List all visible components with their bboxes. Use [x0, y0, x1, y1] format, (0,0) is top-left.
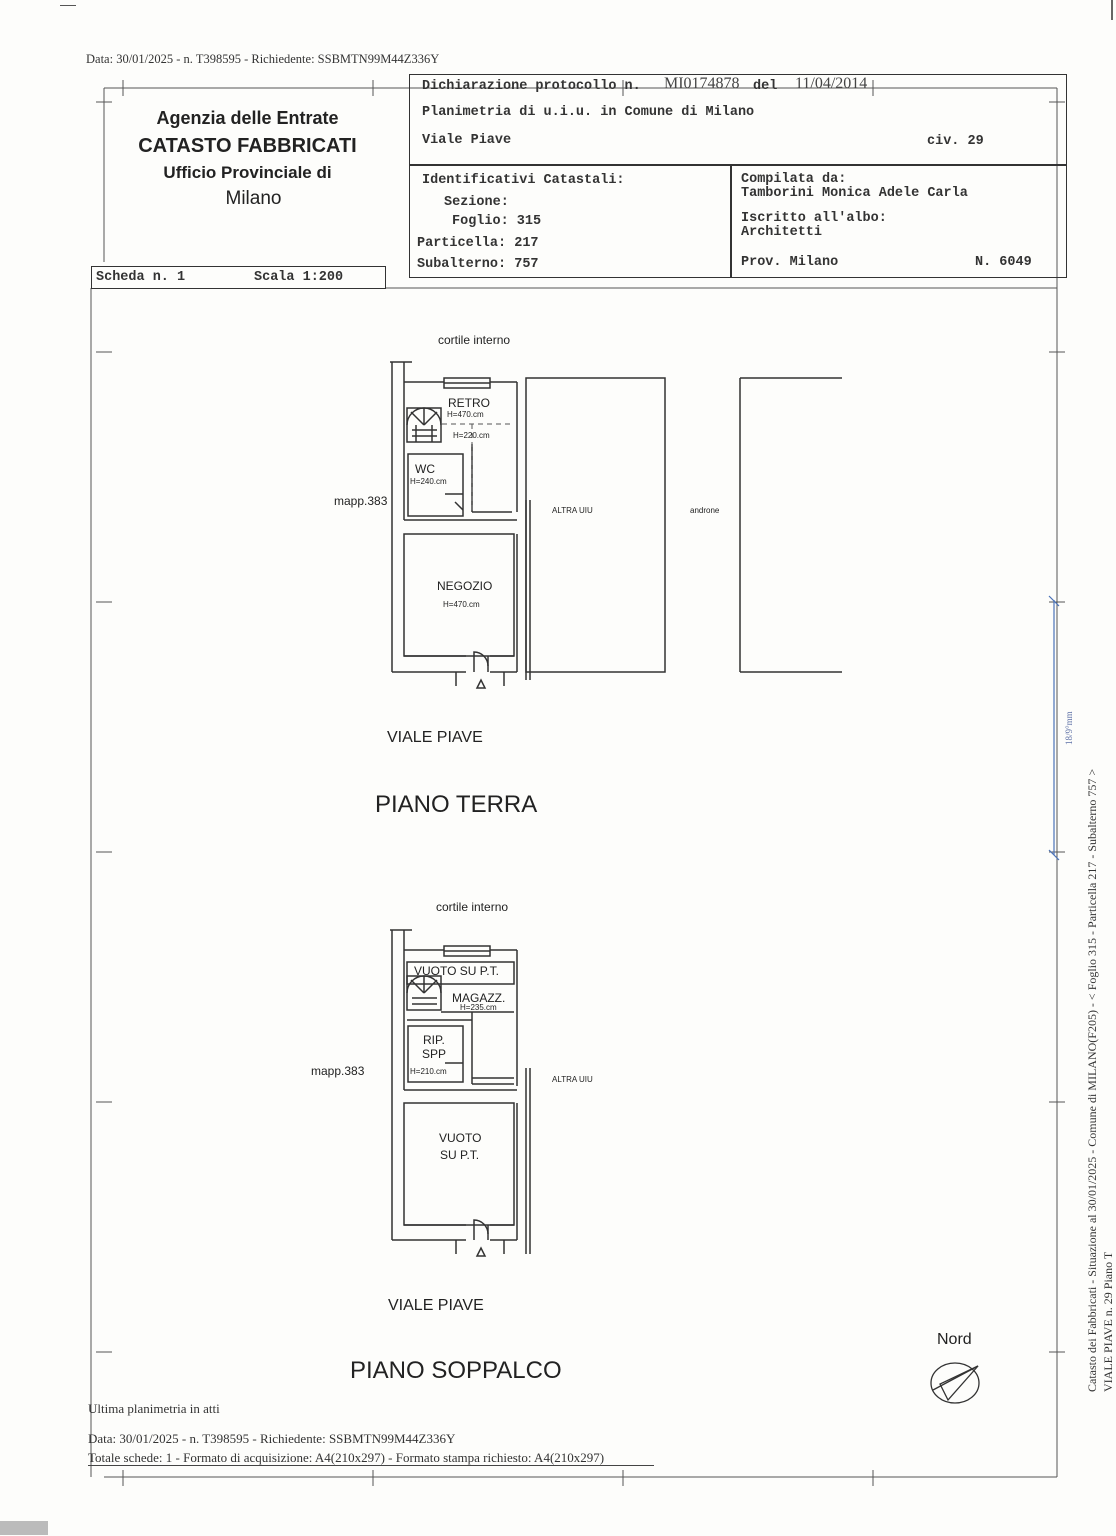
north-arrow-icon [928, 1360, 982, 1406]
street-name: Viale Piave [422, 133, 512, 148]
identifier-sezione: Sezione: [444, 195, 509, 210]
rip-height: H=210.cm [410, 1067, 447, 1076]
declaration-date: 11/04/2014 [795, 75, 868, 92]
side-cadastral-info: Catasto dei Fabbricati - Situazione al 30/01/2025 - Comune di MILANO(F205) - < Foglio 315 - Particella 217 - Subalterno 757 > [1085, 768, 1099, 1392]
retro-height-2: H=220.cm [453, 431, 490, 440]
albo-label: Iscritto all'albo: [741, 211, 887, 226]
room-wc: WC [415, 462, 435, 476]
footer-request-line: Data: 30/01/2025 - n. T398595 - Richiedente: SSBMTN99M44Z336Y [88, 1431, 456, 1446]
courtyard-label-terra: cortile interno [438, 333, 511, 347]
altra-uiu-terra: ALTRA UIU [552, 506, 593, 515]
room-vuoto-2: SU P.T. [440, 1148, 480, 1162]
north-label: Nord [937, 1331, 972, 1348]
side-address-info: VIALE PIAVE n. 29 Piano T [1101, 1251, 1115, 1392]
top-request-line: Data: 30/01/2025 - n. T398595 - Richiedente: SSBMTN99M44Z336Y [86, 52, 440, 66]
identifier-particella: Particella: 217 [417, 236, 539, 251]
room-negozio: NEGOZIO [437, 579, 493, 593]
identifier-foglio: Foglio: 315 [452, 214, 542, 229]
street-label-soppalco: VIALE PIAVE [388, 1297, 484, 1314]
footer-format-line: Totale schede: 1 - Formato di acquisizione: A4(210x297) - Formato stampa richiesto: A4(210x297) [88, 1450, 605, 1465]
plan-description: Planimetria di u.i.u. in Comune di Milano [422, 105, 755, 120]
side-stamp: 18/9°mm [1064, 711, 1074, 745]
declaration-del: del [753, 79, 778, 94]
declaration-label: Dichiarazione protocollo n. [422, 79, 641, 94]
compiled-province: Prov. Milano [741, 255, 839, 270]
declaration-number: MI0174878 [664, 75, 740, 92]
scheda-number: Scheda n. 1 [96, 270, 186, 285]
street-label-terra: VIALE PIAVE [387, 729, 483, 746]
wc-height: H=240.cm [410, 477, 447, 486]
compiled-register-number: N. 6049 [975, 255, 1032, 270]
compiled-name: Tamborini Monica Adele Carla [741, 186, 968, 201]
agency-name: Agenzia delle Entrate [156, 108, 339, 128]
room-rip: RIP. [423, 1033, 445, 1047]
courtyard-label-soppalco: cortile interno [436, 900, 509, 914]
altra-uiu-soppalco: ALTRA UIU [552, 1075, 593, 1084]
albo-value: Architetti [741, 225, 823, 240]
room-vuoto-top: VUOTO SU P.T. [414, 964, 499, 978]
room-vuoto-1: VUOTO [439, 1131, 482, 1145]
magazzino-height: H=235.cm [460, 1003, 497, 1012]
mapp-label-terra: mapp.383 [334, 494, 388, 508]
agency-department: CATASTO FABBRICATI [138, 135, 357, 157]
floor-title-terra: PIANO TERRA [375, 791, 538, 818]
floor-title-soppalco: PIANO SOPPALCO [350, 1357, 562, 1384]
footer-ultima-planimetria: Ultima planimetria in atti [88, 1401, 220, 1416]
identifier-subalterno: Subalterno: 757 [417, 257, 539, 272]
compiled-title: Compilata da: [741, 172, 847, 187]
room-magazzino: MAGAZZ. [452, 991, 506, 1005]
retro-height: H=470.cm [447, 410, 484, 419]
negozio-height: H=470.cm [443, 600, 480, 609]
identifiers-title: Identificativi Catastali: [422, 173, 625, 188]
agency-office: Ufficio Provinciale di [163, 163, 332, 182]
agency-city: Milano [225, 188, 282, 209]
footer-underline [88, 1465, 654, 1466]
scheda-scale: Scala 1:200 [254, 270, 344, 285]
room-retro: RETRO [448, 396, 490, 410]
mapp-label-soppalco: mapp.383 [311, 1064, 365, 1078]
androne-label: androne [690, 506, 720, 515]
civic-number: civ. 29 [927, 134, 984, 149]
room-spp: SPP [422, 1047, 447, 1061]
